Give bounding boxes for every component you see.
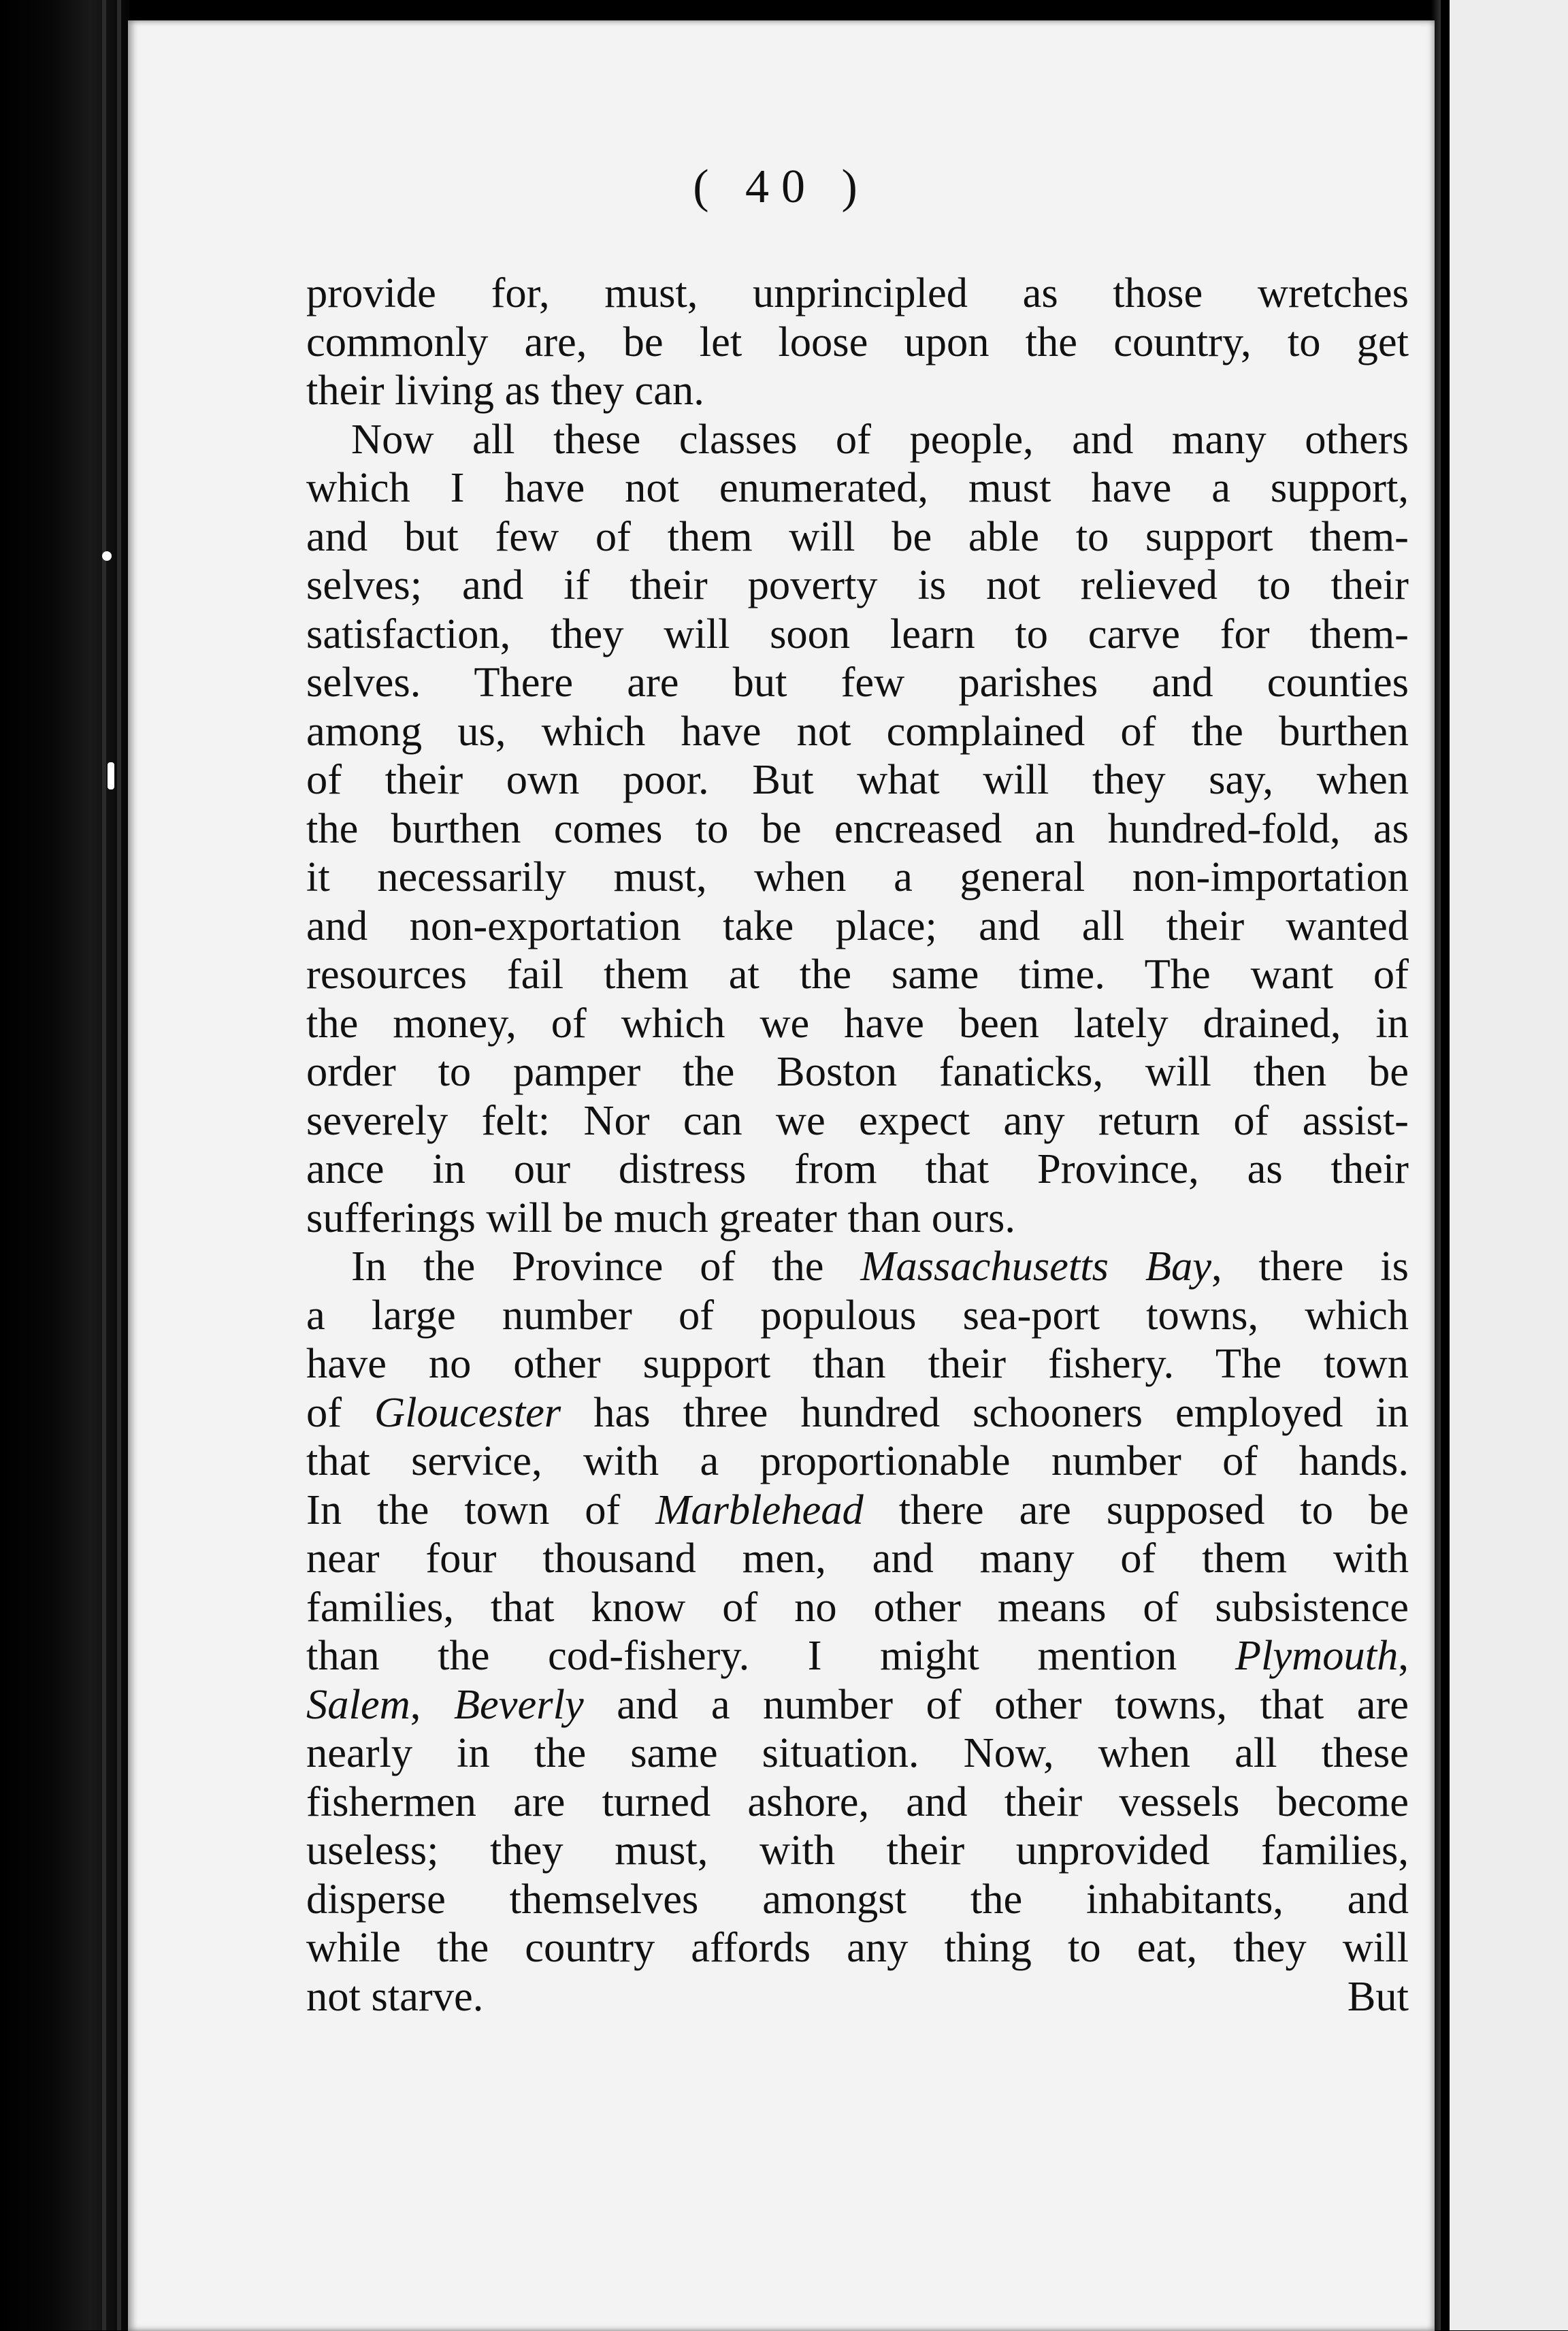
text-line <box>306 1194 1409 1243</box>
text-span: it necessarily must, when a general non-importation <box>306 853 1409 900</box>
text-line <box>306 610 1409 659</box>
text-line <box>306 1778 1409 1827</box>
text-span: satisfaction, they will soon learn to carve for them- <box>306 609 1409 657</box>
text-span: while the country affords any thing to eat, they will <box>306 1923 1409 1971</box>
text-span: ance in our distress from that Province, as their <box>306 1145 1409 1192</box>
text-line <box>306 1875 1409 1924</box>
text-span: In the Province of the <box>351 1242 861 1290</box>
text-span: severely felt: Nor can we expect any return of assist- <box>306 1096 1409 1144</box>
text-line <box>306 1583 1409 1632</box>
text-line <box>306 318 1409 367</box>
text-line <box>306 1388 1409 1437</box>
text-span: , there is <box>1211 1242 1409 1290</box>
text-line <box>306 950 1409 999</box>
italic-name: Plymouth <box>1235 1631 1399 1679</box>
scan-speck <box>108 762 114 789</box>
text-span: families, that know of no other means of subsistence <box>306 1582 1409 1631</box>
text-span: than the cod-fishery. I might mention <box>306 1631 1235 1679</box>
adjacent-page-edge <box>1450 0 1568 2330</box>
text-line <box>306 707 1409 756</box>
text-line <box>306 1096 1409 1145</box>
text-line <box>306 1486 1409 1535</box>
text-span: has three hundred schooners employed in <box>561 1388 1409 1436</box>
italic-name: Massachusetts Bay <box>860 1242 1211 1290</box>
text-span: among us, which have not complained of the burthen <box>306 706 1409 755</box>
italic-name: Marblehead <box>655 1485 864 1533</box>
scan-speck <box>102 551 112 561</box>
text-span: In the town of <box>306 1485 656 1533</box>
text-line <box>306 561 1409 610</box>
text-line <box>306 1534 1409 1583</box>
final-line-text: not starve. <box>306 1972 484 2020</box>
text-line <box>306 1631 1409 1680</box>
text-line <box>306 755 1409 804</box>
text-span: the money, of which we have been lately drained, in <box>306 998 1409 1047</box>
text-span: the burthen comes to be encreased an hundred-fold, as <box>306 804 1409 852</box>
text-line <box>306 1923 1409 1972</box>
text-span: useless; they must, with their unprovided families, <box>306 1826 1409 1874</box>
text-span: near four thousand men, and many of them with <box>306 1534 1409 1582</box>
text-span: their living as they can. <box>306 366 704 414</box>
text-span: have no other support than their fishery. The town <box>306 1339 1409 1387</box>
text-span: Now all these classes of people, and many others <box>351 414 1409 463</box>
binding-stripe <box>117 0 121 2330</box>
text-span: a large number of populous sea-port towns, which <box>306 1290 1409 1339</box>
text-span: of their own poor. But what will they say, when <box>306 755 1409 803</box>
text-span: of <box>306 1388 375 1436</box>
italic-name: Beverly <box>453 1680 584 1728</box>
text-line <box>306 902 1409 951</box>
text-line <box>306 366 1409 415</box>
text-span: selves; and if their poverty is not relieved to their <box>306 561 1409 608</box>
text-span: that service, with a proportionable number of hands. <box>306 1437 1409 1484</box>
book-page <box>128 20 1435 2331</box>
final-line <box>306 1972 1409 2021</box>
text-line <box>306 1680 1409 1729</box>
text-line <box>306 512 1409 561</box>
page-number: ( 40 ) <box>693 161 870 213</box>
text-line <box>306 1291 1409 1340</box>
text-line <box>306 999 1409 1048</box>
body-text <box>306 269 1409 2021</box>
text-line <box>306 463 1409 512</box>
text-line <box>306 415 1409 464</box>
text-span: nearly in the same situation. Now, when all these <box>306 1729 1409 1776</box>
text-span: provide for, must, unprincipled as those wretches <box>306 269 1409 316</box>
text-span: there are supposed to be <box>863 1485 1409 1533</box>
text-span: and a number of other towns, that are <box>583 1680 1409 1728</box>
text-line <box>306 804 1409 853</box>
text-line <box>306 1729 1409 1778</box>
text-line <box>306 1145 1409 1194</box>
text-span: sufferings will be much greater than ours. <box>306 1193 1015 1241</box>
text-line <box>306 1242 1409 1291</box>
text-span: order to pamper the Boston fanaticks, will then be <box>306 1047 1409 1095</box>
text-line <box>306 269 1409 318</box>
text-span: commonly are, be let loose upon the country, to get <box>306 317 1409 365</box>
italic-name: Salem <box>306 1680 410 1728</box>
catchword: But <box>1347 1972 1409 2020</box>
text-span: disperse themselves amongst the inhabitants, and <box>306 1874 1409 1923</box>
text-span: fishermen are turned ashore, and their vessels become <box>306 1777 1409 1825</box>
text-span: , <box>410 1680 454 1728</box>
italic-name: Gloucester <box>374 1388 561 1436</box>
text-line <box>306 658 1409 707</box>
text-span: , <box>1398 1631 1409 1679</box>
text-line <box>306 1047 1409 1096</box>
text-span: resources fail them at the same time. The want of <box>306 950 1409 998</box>
binding-stripe <box>102 0 106 2330</box>
text-line <box>306 1437 1409 1486</box>
text-line <box>306 1826 1409 1875</box>
text-span: and but few of them will be able to support them- <box>306 512 1409 560</box>
text-span: which I have not enumerated, must have a support, <box>306 463 1409 511</box>
text-line <box>306 1339 1409 1388</box>
text-span: and non-exportation take place; and all their wanted <box>306 901 1409 949</box>
text-line <box>306 853 1409 902</box>
text-span: selves. There are but few parishes and counties <box>306 658 1409 706</box>
book-binding-shadow <box>0 0 129 2330</box>
